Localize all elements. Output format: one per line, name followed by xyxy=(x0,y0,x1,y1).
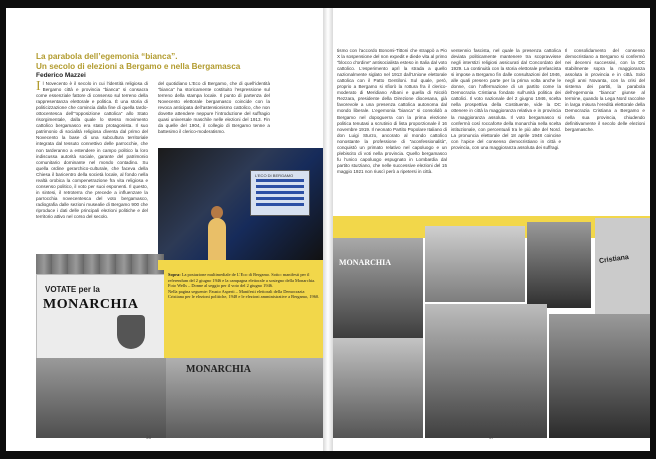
photo-voters-queue xyxy=(527,222,591,308)
text-column-2: del quotidiano L’Eco di Bergamo, che di quell’identità “bianca” ha storicamente costituito l’espressione sul terreno della stampa locale. Il punto di partenza del Novecento elettorale bergamasco coincide con la revoca anticipata dell’astensionismo cattolico, che non dovette attendere neppure l’introduzione del suffragio quasi universale maschile nelle elezioni del 1913. Fin da quelle del 1904, il collegio di Bergamo tenne a battesimo il clerico-moderatismo. xyxy=(158,81,270,135)
poster-monarchia-text: MONARCHIA xyxy=(43,297,139,312)
article-title-line1: La parabola dell’egemonia “bianca”. xyxy=(36,52,178,61)
text-column-1-body: l Novecento è il secolo in cui l’identità religiosa di Bergamo città e provincia “bianca” si consacra come essenziale fattore di consenso sul terreno della rappresentanza elettorale e politica. È una storia di politicizzazione che comincia dalla fine di quella tardo-ottocentesca dell’“opposizione cattolica” allo Stato risorgimentale, dalla quale lo stesso movimento cattolico bergamasco era stato protagonista. Il suo patrimonio di socialità religiosa diventa dal primo del Novecento la base di una subcultura territoriale integrata dal tessuto connettivo delle parrocchie, che non tarderanno a estendere in campo politico la loro indiscussa autorità sociale, garante del patrimonio comunitario dominante nel mondo contadino. Su quella ordine gerarchico-culturale, che faceva della Chiesa il baricentro della società locale, al fondo nella realtà orobica la compenetrazione fra vita religiosa e consenso politico, il voto per suoi esponenti. Il questo, in sintesi, il retroterra che precede a influenzare la parrocchia novecentesca del voto bergamasco, radiografia dalle sezioni musealie di Bergamo 900 che riproduce i dati delle principali elezioni politiche e del territorio attivo nel corso del secolo. xyxy=(36,81,148,220)
text-column-4: ventennio fascista, nel quale la presenza cattolica deviata politicamente mantenere tra scopravvisse negli interstizi religiosi assicurati dal Concordato del 1929. La continuità con la storia elettorale prefascista si impose a Bergamo fin dalle consultazioni del 1946, alle quali presero parte per la prima volta anche le donne, con l’affermazione di un partito come la Democrazia Cristiana fondato sull’unità politica dei cattolici. Il voto nazionale del 2 giugno 1946, scelta nella prospettiva della Costituente, vide la DC ottenere in città la maggioranza relativa e in provincia la maggioranza assoluta. Il voto bergamasco si confermò così roccaforte della monarchia nella scelta istituzionale, con percentuali tra le più alte del Nord. La pronuncia elettorale del 18 aprile 1948 coincise con l’apice del consenso democristiano in città e provincia, con una maggioranza assoluta dei suffragi. xyxy=(451,48,561,150)
photo-poster-wall xyxy=(36,254,164,274)
caption-text xyxy=(168,272,320,300)
photo-multimedia-station xyxy=(158,148,323,260)
photo-crowd-middle xyxy=(166,358,323,438)
article-author: Federico Mazzei xyxy=(36,72,86,79)
caption-lead: Sopra: xyxy=(168,272,181,277)
text-column-3: tismo con l’accordo Bonomi-Tittoni che strappò a Pio X la sospensione del non expedit e diede vita al primo “blocco d’ordine” antisocialista esteso in Italia dal voto cattolico. L’esperimento aprì la strada a quello nazionalmente siglato nel 1913 dall’Unione elettorale cattolica con il Patto Gentiloni. Sul quale, però, proprio a Bergamo si sfiorò la rottura fra il clerico-moderato di Meridiano Albani e quella di Nicolò Rezzara, presidente della Direzione diocesana, già favorevole a una presenza cattolica autonoma dal mondo liberale. L’egemonia “bianca” si consolidò a Bergamo nel dopoguerra con la prima elezione politica tenutasi a scrutinio di lista proporzionale il 16 novembre 1919. Il neonato Partito Popolare Italiano di don Luigi Sturzo, ancorato al mondo cattolico nonostante la professione di “aconfessionalità”, conquistò un primato relativo nel capoluogo e un plebiscito di voti nella provincia. Quello bergamasco fu l’unico capoluogo espugnato in Lombardia dal partito sturziano, che nelle successive elezioni del 15 maggio 1921 non riuscì però a ripetersi in città. xyxy=(337,48,447,174)
caption-text-2: Nella pagina seguente: Fausto Asperti – Manifesti elettorali della Democrazia Cristiana per le elezioni politiche, 1948 e le elezioni amministrative a Bergamo, 1960. xyxy=(168,288,320,300)
article-title xyxy=(36,52,316,71)
screen-display xyxy=(250,170,310,216)
photo-polling-station xyxy=(333,338,423,438)
yellow-band xyxy=(158,260,323,270)
page-number-right: 37 xyxy=(489,436,494,441)
photo-ballot-box xyxy=(425,304,547,438)
poster-votate-text: VOTATE per la xyxy=(45,285,100,294)
photo-monarchy-poster xyxy=(36,274,166,360)
text-column-5: Il consolidamento del consenso democristiano a Bergamo si confermò nei decenni successivi, con la DC stabilmente sopra la maggioranza assoluta in provincia e in città. Solo negli anni Novanta, con la crisi del sistema dei partiti, la parabola dell’egemonia “bianca” giunse al termine, quando la Lega Nord raccolse in larga misura l’eredità elettorale della Democrazia Cristiana a Bergamo e nella sua provincia, chiudendo definitivamente il secolo delle elezioni bergamasche. xyxy=(565,48,645,132)
caption-box xyxy=(164,270,323,358)
left-page xyxy=(6,8,323,451)
drop-cap: I xyxy=(36,81,41,94)
crowd-monarchia-text: MONARCHIA xyxy=(186,364,251,375)
photo-crowd-left xyxy=(36,358,166,438)
photo-vote-counting xyxy=(425,226,525,302)
photo-dc-poster xyxy=(595,218,650,314)
rally-monarchia-text: MONARCHIA xyxy=(339,258,391,267)
right-page xyxy=(333,8,650,451)
text-column-1 xyxy=(36,81,148,251)
visitor-figure xyxy=(208,218,226,260)
screen-chart-graphic xyxy=(256,179,304,209)
article-title-line2: Un secolo di elezioni a Bergamo e nella Bergamasca xyxy=(36,61,241,71)
crest-icon xyxy=(117,315,145,349)
caption-text-1: La postazione multimediale de L’Eco di Bergamo. Sotto: manifesti per il referendum del 2 giugno 1946 e la campagna elettorale a sostegno della Monarchia. Foto Wells – Donne al seggio per il voto del 2 giugno 1946. xyxy=(168,272,316,289)
book-spine xyxy=(323,8,333,451)
photo-monarchy-rally xyxy=(333,238,423,338)
page-number-left: 36 xyxy=(146,436,151,441)
dc-poster-text: Cristiana xyxy=(598,253,630,266)
photo-election-officials xyxy=(549,314,650,438)
screen-title: L’ECO DI BERGAMO xyxy=(255,173,294,178)
